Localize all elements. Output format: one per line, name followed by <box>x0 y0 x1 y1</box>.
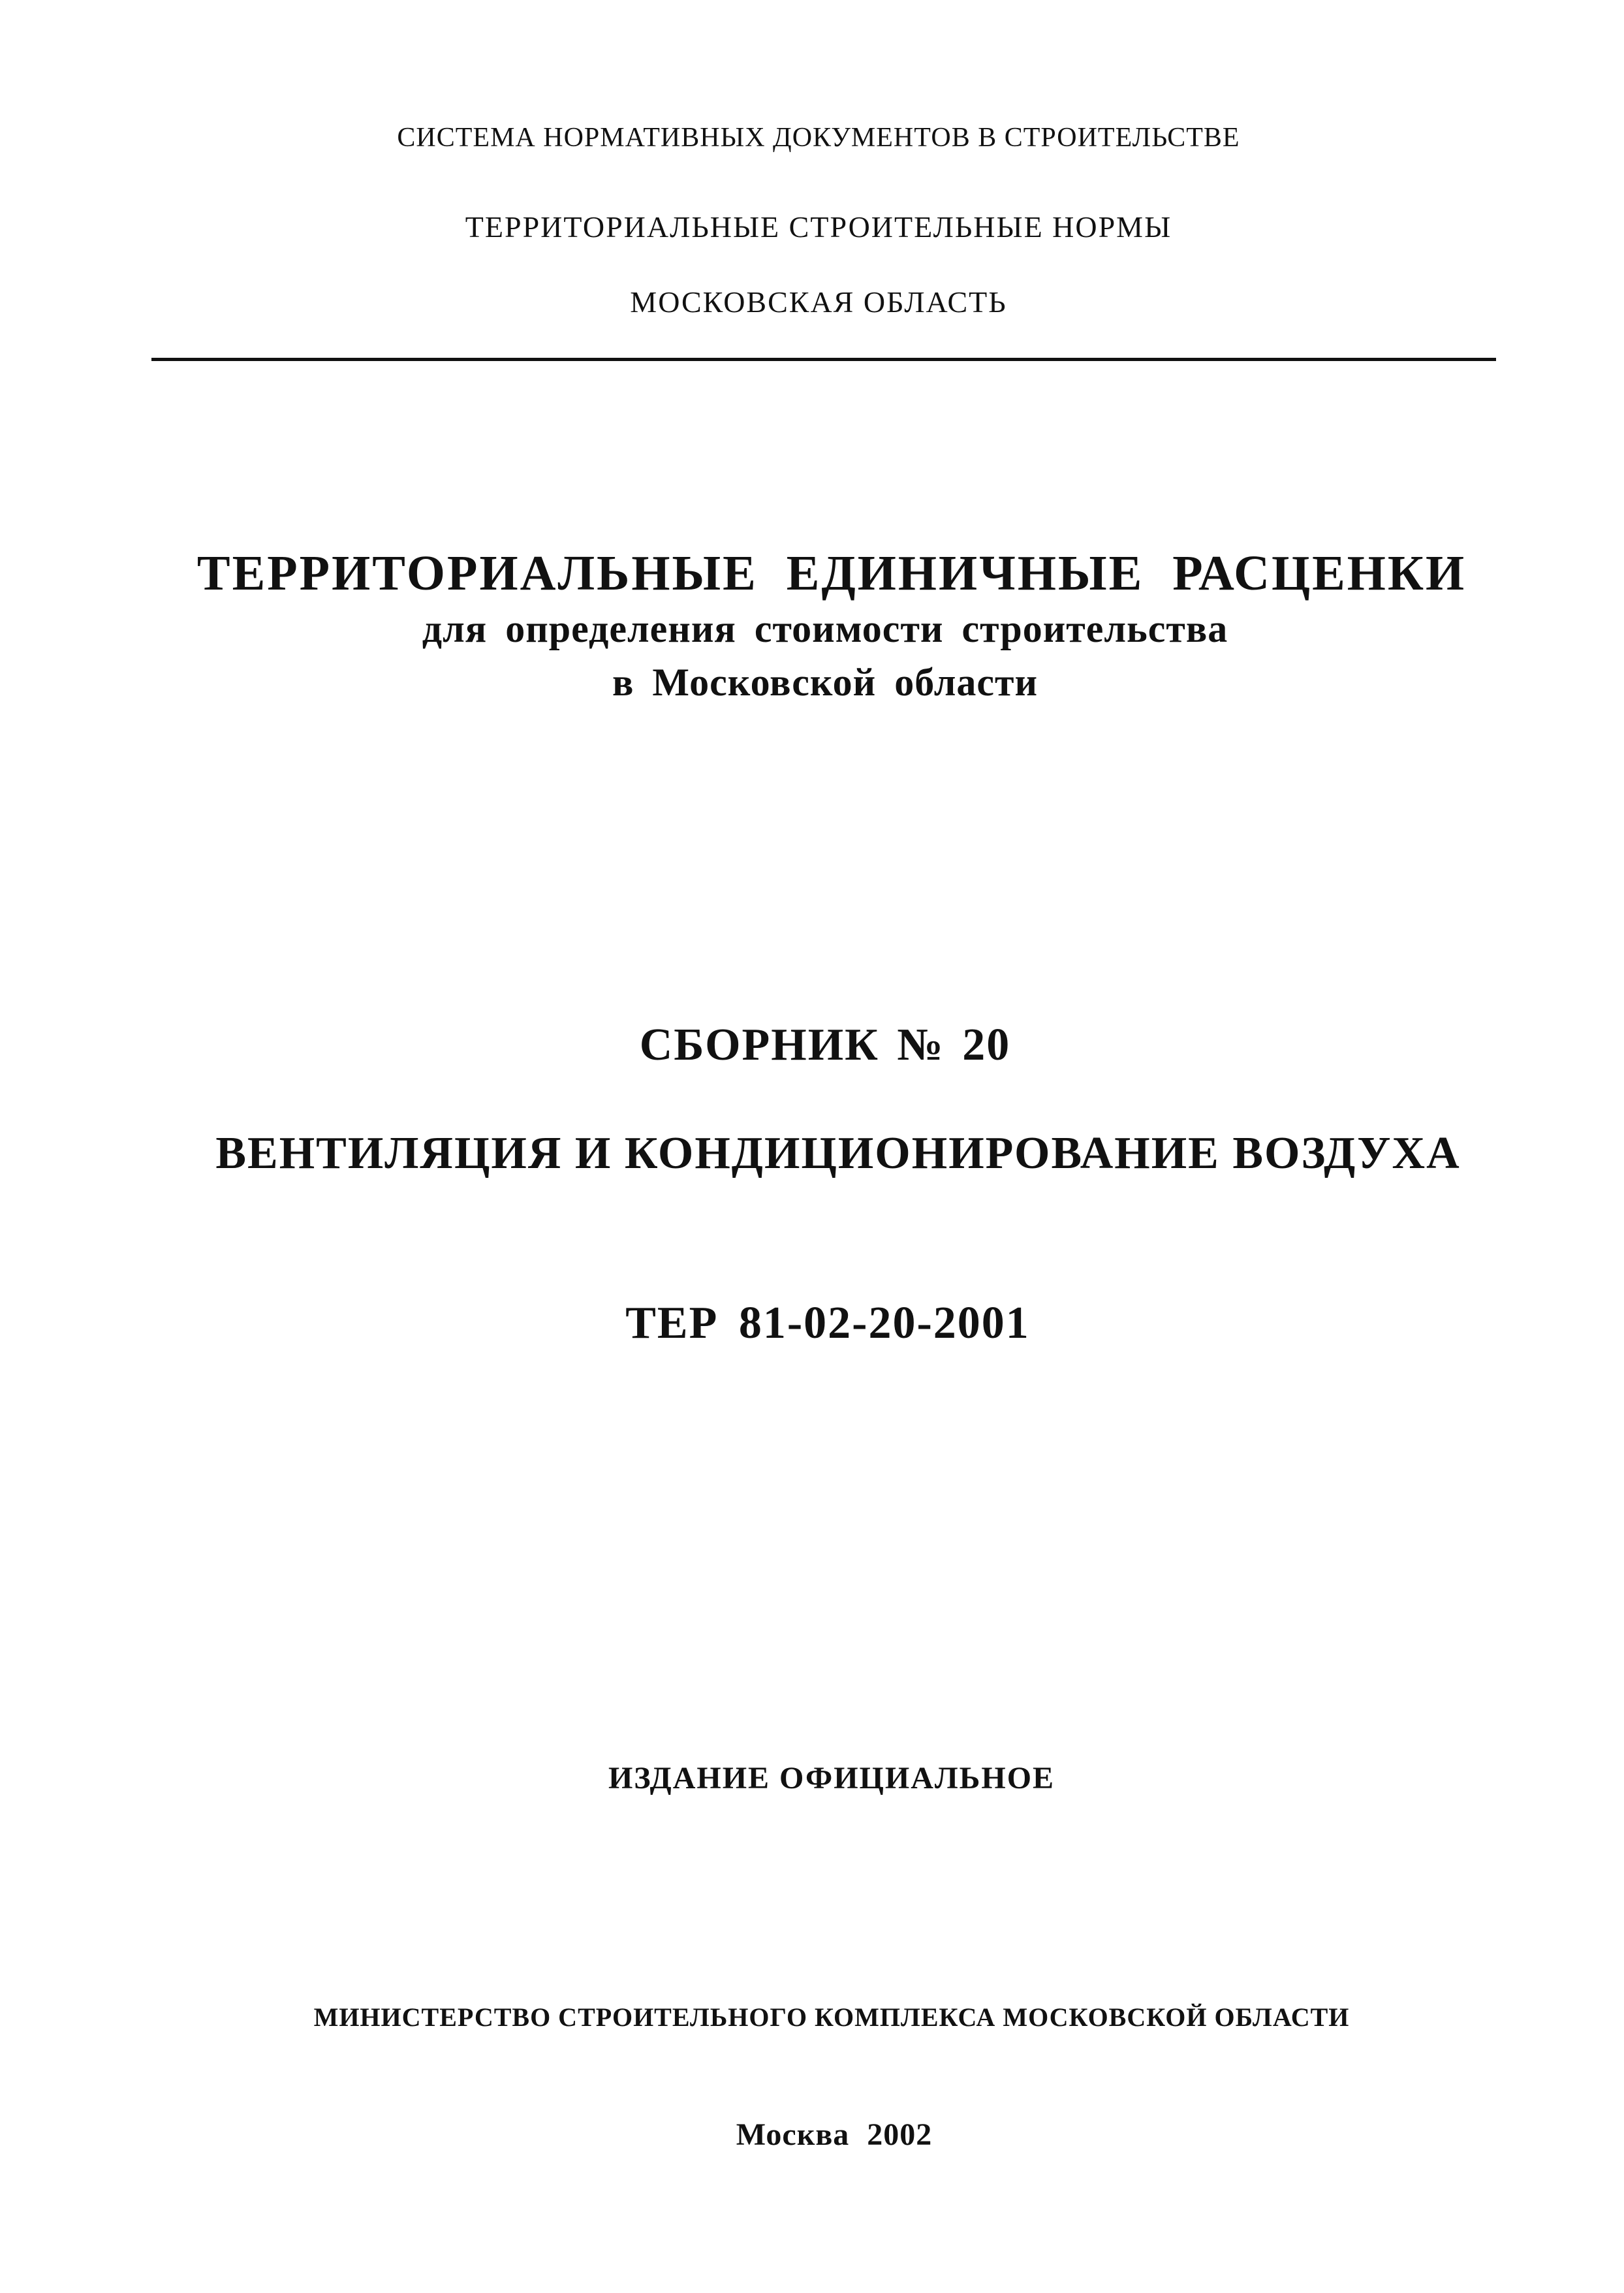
document-title-subtitle-line-1: для определения стоимости строительства <box>422 607 1228 650</box>
collection-name: ВЕНТИЛЯЦИЯ И КОНДИЦИОНИРОВАНИЕ ВОЗДУХА <box>215 1128 1461 1178</box>
publisher-name: МИНИСТЕРСТВО СТРОИТЕЛЬНОГО КОМПЛЕКСА МОСКОВСКОЙ ОБЛАСТИ <box>313 2002 1350 2032</box>
header-norms-line: ТЕРРИТОРИАЛЬНЫЕ СТРОИТЕЛЬНЫЕ НОРМЫ <box>465 210 1172 244</box>
document-code: ТЕР 81-02-20-2001 <box>625 1298 1030 1348</box>
document-title-subtitle-line-2: в Московской области <box>612 661 1038 704</box>
edition-label: ИЗДАНИЕ ОФИЦИАЛЬНОЕ <box>608 1761 1055 1795</box>
collection-number: СБОРНИК № 20 <box>639 1020 1011 1070</box>
document-title-main: ТЕРРИТОРИАЛЬНЫЕ ЕДИНИЧНЫЕ РАСЦЕНКИ <box>196 546 1467 601</box>
header-divider <box>151 358 1496 361</box>
publication-city-year: Москва 2002 <box>736 2117 933 2152</box>
header-region-line: МОСКОВСКАЯ ОБЛАСТЬ <box>630 285 1007 319</box>
header-system-line: СИСТЕМА НОРМАТИВНЫХ ДОКУМЕНТОВ В СТРОИТЕЛЬСТВЕ <box>397 123 1240 153</box>
